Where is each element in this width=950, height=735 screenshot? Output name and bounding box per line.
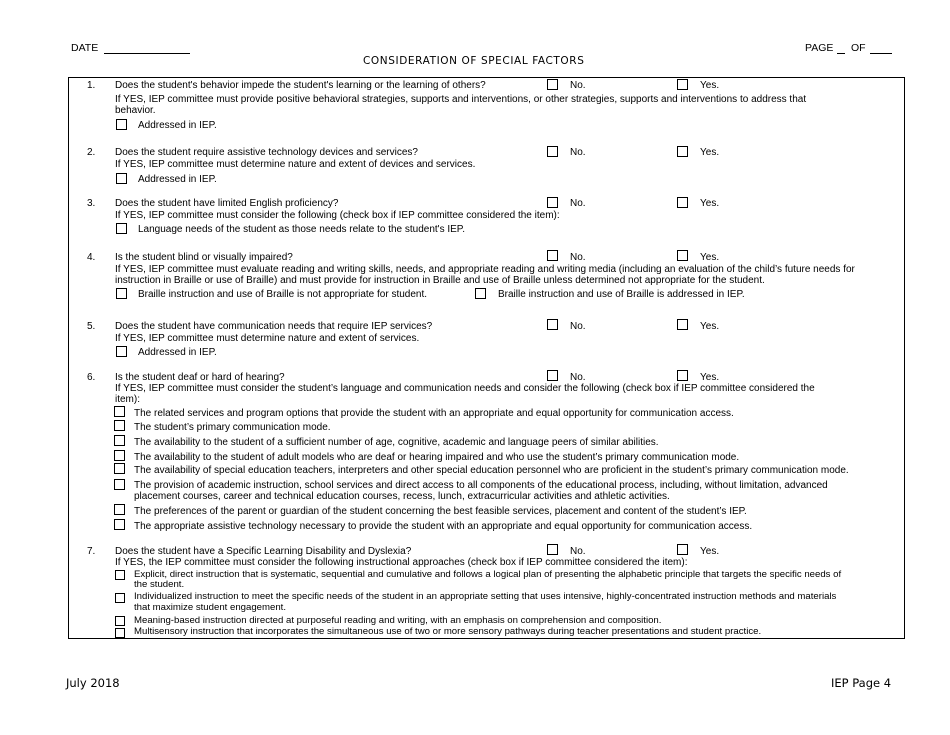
date-label: DATE [71, 42, 99, 54]
q5-question: Does the student have communication needs that require IEP services? [115, 321, 433, 332]
q4-braille-not-appropriate-label: Braille instruction and use of Braille is not appropriate for student. [138, 289, 428, 300]
q2-question: Does the student require assistive technology devices and services? [115, 147, 418, 158]
q6-item-label: The preferences of the parent or guardian of the student concerning the best feasible services, placement and content of the student’s IEP. [134, 506, 747, 517]
q5-yes-label: Yes. [700, 321, 720, 332]
q4-instruction-cont: instruction in Braille or use of Braille) and must provide for instruction in Braille and use of Braille unless determined not appropriate for the student. [115, 275, 765, 286]
q7-item-checkbox[interactable] [115, 570, 125, 580]
q7-item-checkbox[interactable] [115, 616, 125, 626]
date-field[interactable] [104, 53, 190, 54]
q5-instruction: If YES, IEP committee must determine nature and extent of services. [115, 333, 420, 344]
q6-number: 6. [87, 372, 96, 383]
q2-no-checkbox[interactable] [547, 146, 558, 157]
q6-no-checkbox[interactable] [547, 370, 558, 381]
q4-question: Is the student blind or visually impaired? [115, 252, 293, 263]
q6-item-checkbox[interactable] [114, 504, 125, 515]
q7-item-label: Meaning-based instruction directed at purposeful reading and writing, with an emphasis on comprehension and composition. [134, 615, 662, 626]
q4-yes-label: Yes. [700, 252, 720, 263]
q7-number: 7. [87, 546, 96, 557]
q6-item-label: The availability to the student of a sufficient number of age, cognitive, academic and language peers of similar abilities. [134, 437, 659, 448]
q1-instruction: If YES, IEP committee must provide positive behavioral strategies, supports and interventions, or other strategies, supports and interventions to address that [115, 94, 807, 105]
q5-no-checkbox[interactable] [547, 319, 558, 330]
q6-instruction: If YES, IEP committee must consider the student’s language and communication needs and consider the following (check box if IEP committee considered the [115, 383, 815, 394]
q3-instruction: If YES, IEP committee must consider the following (check box if IEP committee considered the item): [115, 210, 560, 221]
footer-date: July 2018 [66, 676, 120, 690]
q6-item-checkbox[interactable] [114, 479, 125, 490]
footer-page-number: IEP Page 4 [831, 676, 892, 690]
q4-no-checkbox[interactable] [547, 250, 558, 261]
q7-no-label: No. [570, 546, 586, 557]
q7-item-label-cont: that maximize student engagement. [134, 602, 286, 613]
q5-yes-checkbox[interactable] [677, 319, 688, 330]
q7-item-checkbox[interactable] [115, 593, 125, 603]
q2-instruction: If YES, IEP committee must determine nature and extent of devices and services. [115, 159, 476, 170]
q4-braille-addressed-checkbox[interactable] [475, 288, 486, 299]
q6-yes-label: Yes. [700, 372, 720, 383]
q6-item-label: The availability to the student of adult models who are deaf or hearing impaired and who use the student’s primary communication mode. [134, 452, 740, 463]
q1-yes-label: Yes. [700, 80, 720, 91]
q3-yes-checkbox[interactable] [677, 197, 688, 208]
of-label: OF [851, 42, 866, 54]
q5-no-label: No. [570, 321, 586, 332]
q1-yes-checkbox[interactable] [677, 79, 688, 90]
page-number-field[interactable] [837, 53, 845, 54]
q4-yes-checkbox[interactable] [677, 250, 688, 261]
q1-no-label: No. [570, 80, 586, 91]
q6-instruction-cont: item): [115, 394, 140, 405]
q7-item-label-cont: the student. [134, 579, 185, 590]
q7-instruction: If YES, the IEP committee must consider the following instructional approaches (check box if IEP committee considered the item): [115, 557, 688, 568]
q3-no-checkbox[interactable] [547, 197, 558, 208]
q5-addressed-checkbox[interactable] [116, 346, 127, 357]
q6-item-label: The availability of special education teachers, interpreters and other special education personnel who are proficient in the student’s primary communication mode. [134, 465, 849, 476]
page-title: CONSIDERATION OF SPECIAL FACTORS [363, 55, 585, 67]
q1-instruction-cont: behavior. [115, 105, 156, 116]
q1-number: 1. [87, 80, 96, 91]
q4-no-label: No. [570, 252, 586, 263]
q3-number: 3. [87, 198, 96, 209]
q6-yes-checkbox[interactable] [677, 370, 688, 381]
q2-yes-label: Yes. [700, 147, 720, 158]
q1-no-checkbox[interactable] [547, 79, 558, 90]
q4-braille-addressed-label: Braille instruction and use of Braille is addressed in IEP. [498, 289, 745, 300]
q7-item-label: Individualized instruction to meet the specific needs of the student in an appropriate setting that uses intensive, highly-concentrated instruction methods and materials [134, 591, 837, 602]
q6-item-label: The provision of academic instruction, school services and direct access to all components of the educational process, including, without limitation, advanced [134, 480, 828, 491]
q2-addressed-checkbox[interactable] [116, 173, 127, 184]
q2-yes-checkbox[interactable] [677, 146, 688, 157]
page-label: PAGE [805, 42, 834, 54]
q1-addressed-label: Addressed in IEP. [138, 120, 217, 131]
q6-item-label: The appropriate assistive technology necessary to provide the student with an appropriate and equal opportunity for communication access. [134, 521, 753, 532]
q6-question: Is the student deaf or hard of hearing? [115, 372, 285, 383]
q2-number: 2. [87, 147, 96, 158]
q6-item-checkbox[interactable] [114, 519, 125, 530]
q3-no-label: No. [570, 198, 586, 209]
q3-question: Does the student have limited English proficiency? [115, 198, 339, 209]
q7-item-label: Multisensory instruction that incorporates the simultaneous use of two or more sensory pathways during teacher presentations and student practice. [134, 626, 762, 637]
q6-item-checkbox[interactable] [114, 406, 125, 417]
q2-addressed-label: Addressed in IEP. [138, 174, 217, 185]
q6-item-checkbox[interactable] [114, 435, 125, 446]
q7-question: Does the student have a Specific Learning Disability and Dyslexia? [115, 546, 412, 557]
q4-number: 4. [87, 252, 96, 263]
q7-yes-label: Yes. [700, 546, 720, 557]
q2-no-label: No. [570, 147, 586, 158]
q1-question: Does the student's behavior impede the student's learning or the learning of others? [115, 80, 486, 91]
q7-yes-checkbox[interactable] [677, 544, 688, 555]
q6-no-label: No. [570, 372, 586, 383]
page-total-field[interactable] [870, 53, 892, 54]
q4-braille-not-appropriate-checkbox[interactable] [116, 288, 127, 299]
q3-yes-label: Yes. [700, 198, 720, 209]
q5-number: 5. [87, 321, 96, 332]
q6-item-label-cont: placement courses, career and technical education courses, recess, lunch, extracurricular activities and athletic activities. [134, 491, 670, 502]
q3-language-label: Language needs of the student as those needs relate to the student's IEP. [138, 224, 465, 235]
q1-addressed-checkbox[interactable] [116, 119, 127, 130]
q3-language-checkbox[interactable] [116, 223, 127, 234]
q6-item-label: The related services and program options that provide the student with an appropriate and equal opportunity for communication access. [134, 408, 734, 419]
q6-item-label: The student’s primary communication mode. [134, 422, 331, 433]
q7-no-checkbox[interactable] [547, 544, 558, 555]
q5-addressed-label: Addressed in IEP. [138, 347, 217, 358]
q7-item-label: Explicit, direct instruction that is systematic, sequential and cumulative and follows a logical plan of presenting the alphabetic principle that targets the specific needs of [134, 569, 842, 580]
q4-instruction: If YES, IEP committee must evaluate reading and writing skills, needs, and appropriate reading and writing media (including an evaluation of the child’s future needs for [115, 264, 855, 275]
q6-item-checkbox[interactable] [114, 450, 125, 461]
q6-item-checkbox[interactable] [114, 463, 125, 474]
q7-item-checkbox[interactable] [115, 628, 125, 638]
q6-item-checkbox[interactable] [114, 420, 125, 431]
